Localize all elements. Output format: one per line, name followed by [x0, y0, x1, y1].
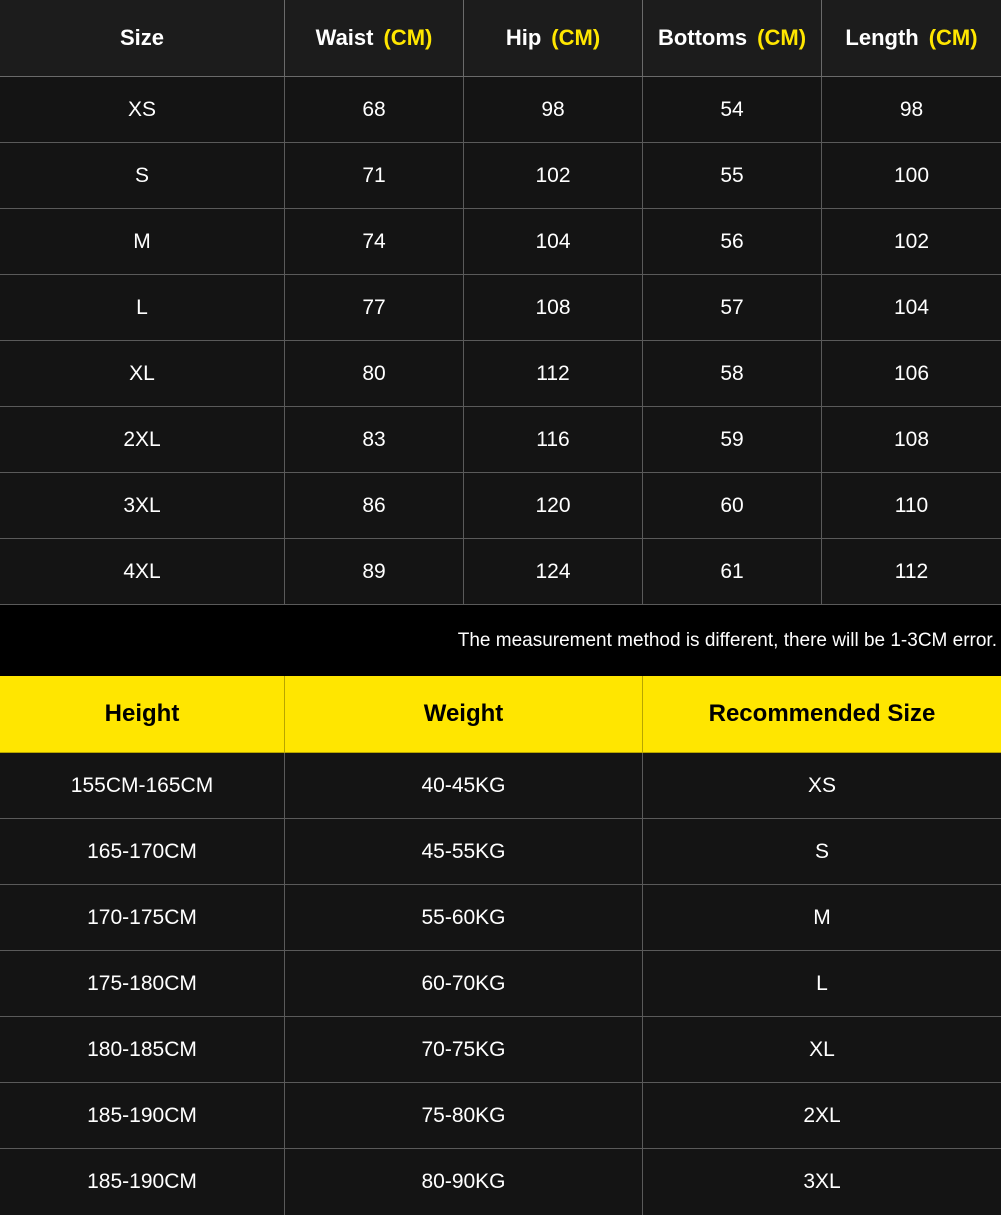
cell-recommended-size: XL: [643, 1017, 1001, 1083]
cell-length: 112: [822, 539, 1001, 605]
table-row: [0, 275, 1001, 341]
cell-hip: 98: [464, 77, 643, 143]
cell-size: 2XL: [0, 407, 285, 473]
cell-size: XL: [0, 341, 285, 407]
cell-bottoms: 55: [643, 143, 822, 209]
header-label: Waist: [315, 25, 374, 50]
cell-weight: 70-75KG: [285, 1017, 643, 1083]
cell-bottoms: 57: [643, 275, 822, 341]
table-row: [0, 341, 1001, 407]
cell-waist: 74: [285, 209, 464, 275]
cell-hip: 102: [464, 143, 643, 209]
header-bottoms: [643, 0, 822, 77]
header-label: Length: [845, 25, 919, 50]
cell-bottoms: 59: [643, 407, 822, 473]
table-row: [0, 407, 1001, 473]
cell-length: 106: [822, 341, 1001, 407]
cell-hip: 120: [464, 473, 643, 539]
table-row: [0, 539, 1001, 605]
cell-recommended-size: 3XL: [643, 1149, 1001, 1215]
table-row: [0, 1017, 1001, 1083]
cell-size: M: [0, 209, 285, 275]
cell-size: 3XL: [0, 473, 285, 539]
header-length: [822, 0, 1001, 77]
cell-weight: 45-55KG: [285, 819, 643, 885]
cell-hip: 108: [464, 275, 643, 341]
header-unit: (CM): [383, 25, 433, 50]
cell-bottoms: 58: [643, 341, 822, 407]
header-unit: (CM): [928, 25, 978, 50]
recommendation-table: [0, 676, 1001, 1215]
cell-length: 100: [822, 143, 1001, 209]
cell-waist: 89: [285, 539, 464, 605]
cell-hip: 124: [464, 539, 643, 605]
cell-size: 4XL: [0, 539, 285, 605]
cell-height: 170-175CM: [0, 885, 285, 951]
header-weight: Weight: [285, 676, 643, 753]
cell-weight: 40-45KG: [285, 753, 643, 819]
table-row: [0, 209, 1001, 275]
recommendation-header-row: [0, 676, 1001, 753]
cell-weight: 75-80KG: [285, 1083, 643, 1149]
cell-length: 108: [822, 407, 1001, 473]
cell-waist: 80: [285, 341, 464, 407]
size-chart-table: [0, 0, 1001, 605]
cell-bottoms: 61: [643, 539, 822, 605]
cell-height: 155CM-165CM: [0, 753, 285, 819]
size-chart-header-row: [0, 0, 1001, 77]
table-row: [0, 473, 1001, 539]
table-row: [0, 77, 1001, 143]
cell-height: 185-190CM: [0, 1149, 285, 1215]
cell-size: S: [0, 143, 285, 209]
cell-length: 102: [822, 209, 1001, 275]
table-row: [0, 1083, 1001, 1149]
cell-hip: 116: [464, 407, 643, 473]
cell-waist: 77: [285, 275, 464, 341]
header-unit: (CM): [551, 25, 601, 50]
header-height: Height: [0, 676, 285, 753]
cell-recommended-size: L: [643, 951, 1001, 1017]
table-row: [0, 143, 1001, 209]
cell-bottoms: 56: [643, 209, 822, 275]
cell-size: XS: [0, 77, 285, 143]
header-label: Bottoms: [657, 25, 748, 50]
cell-recommended-size: 2XL: [643, 1083, 1001, 1149]
measurement-note: The measurement method is different, there will be 1-3CM error.: [0, 605, 1001, 676]
cell-hip: 112: [464, 341, 643, 407]
header-size: [0, 0, 285, 77]
cell-weight: 60-70KG: [285, 951, 643, 1017]
cell-hip: 104: [464, 209, 643, 275]
cell-length: 98: [822, 77, 1001, 143]
table-row: [0, 819, 1001, 885]
cell-height: 165-170CM: [0, 819, 285, 885]
cell-waist: 83: [285, 407, 464, 473]
cell-waist: 68: [285, 77, 464, 143]
header-label: Size: [119, 25, 165, 50]
table-row: [0, 1149, 1001, 1215]
cell-recommended-size: XS: [643, 753, 1001, 819]
header-recommended-size: Recommended Size: [643, 676, 1001, 753]
cell-height: 175-180CM: [0, 951, 285, 1017]
cell-length: 104: [822, 275, 1001, 341]
cell-bottoms: 54: [643, 77, 822, 143]
cell-recommended-size: S: [643, 819, 1001, 885]
cell-waist: 86: [285, 473, 464, 539]
table-row: [0, 753, 1001, 819]
header-label: Hip: [505, 25, 542, 50]
table-row: [0, 951, 1001, 1017]
cell-length: 110: [822, 473, 1001, 539]
header-waist: [285, 0, 464, 77]
cell-size: L: [0, 275, 285, 341]
cell-recommended-size: M: [643, 885, 1001, 951]
cell-waist: 71: [285, 143, 464, 209]
header-unit: (CM): [757, 25, 807, 50]
cell-height: 180-185CM: [0, 1017, 285, 1083]
cell-height: 185-190CM: [0, 1083, 285, 1149]
table-row: [0, 885, 1001, 951]
cell-weight: 80-90KG: [285, 1149, 643, 1215]
cell-weight: 55-60KG: [285, 885, 643, 951]
cell-bottoms: 60: [643, 473, 822, 539]
header-hip: [464, 0, 643, 77]
